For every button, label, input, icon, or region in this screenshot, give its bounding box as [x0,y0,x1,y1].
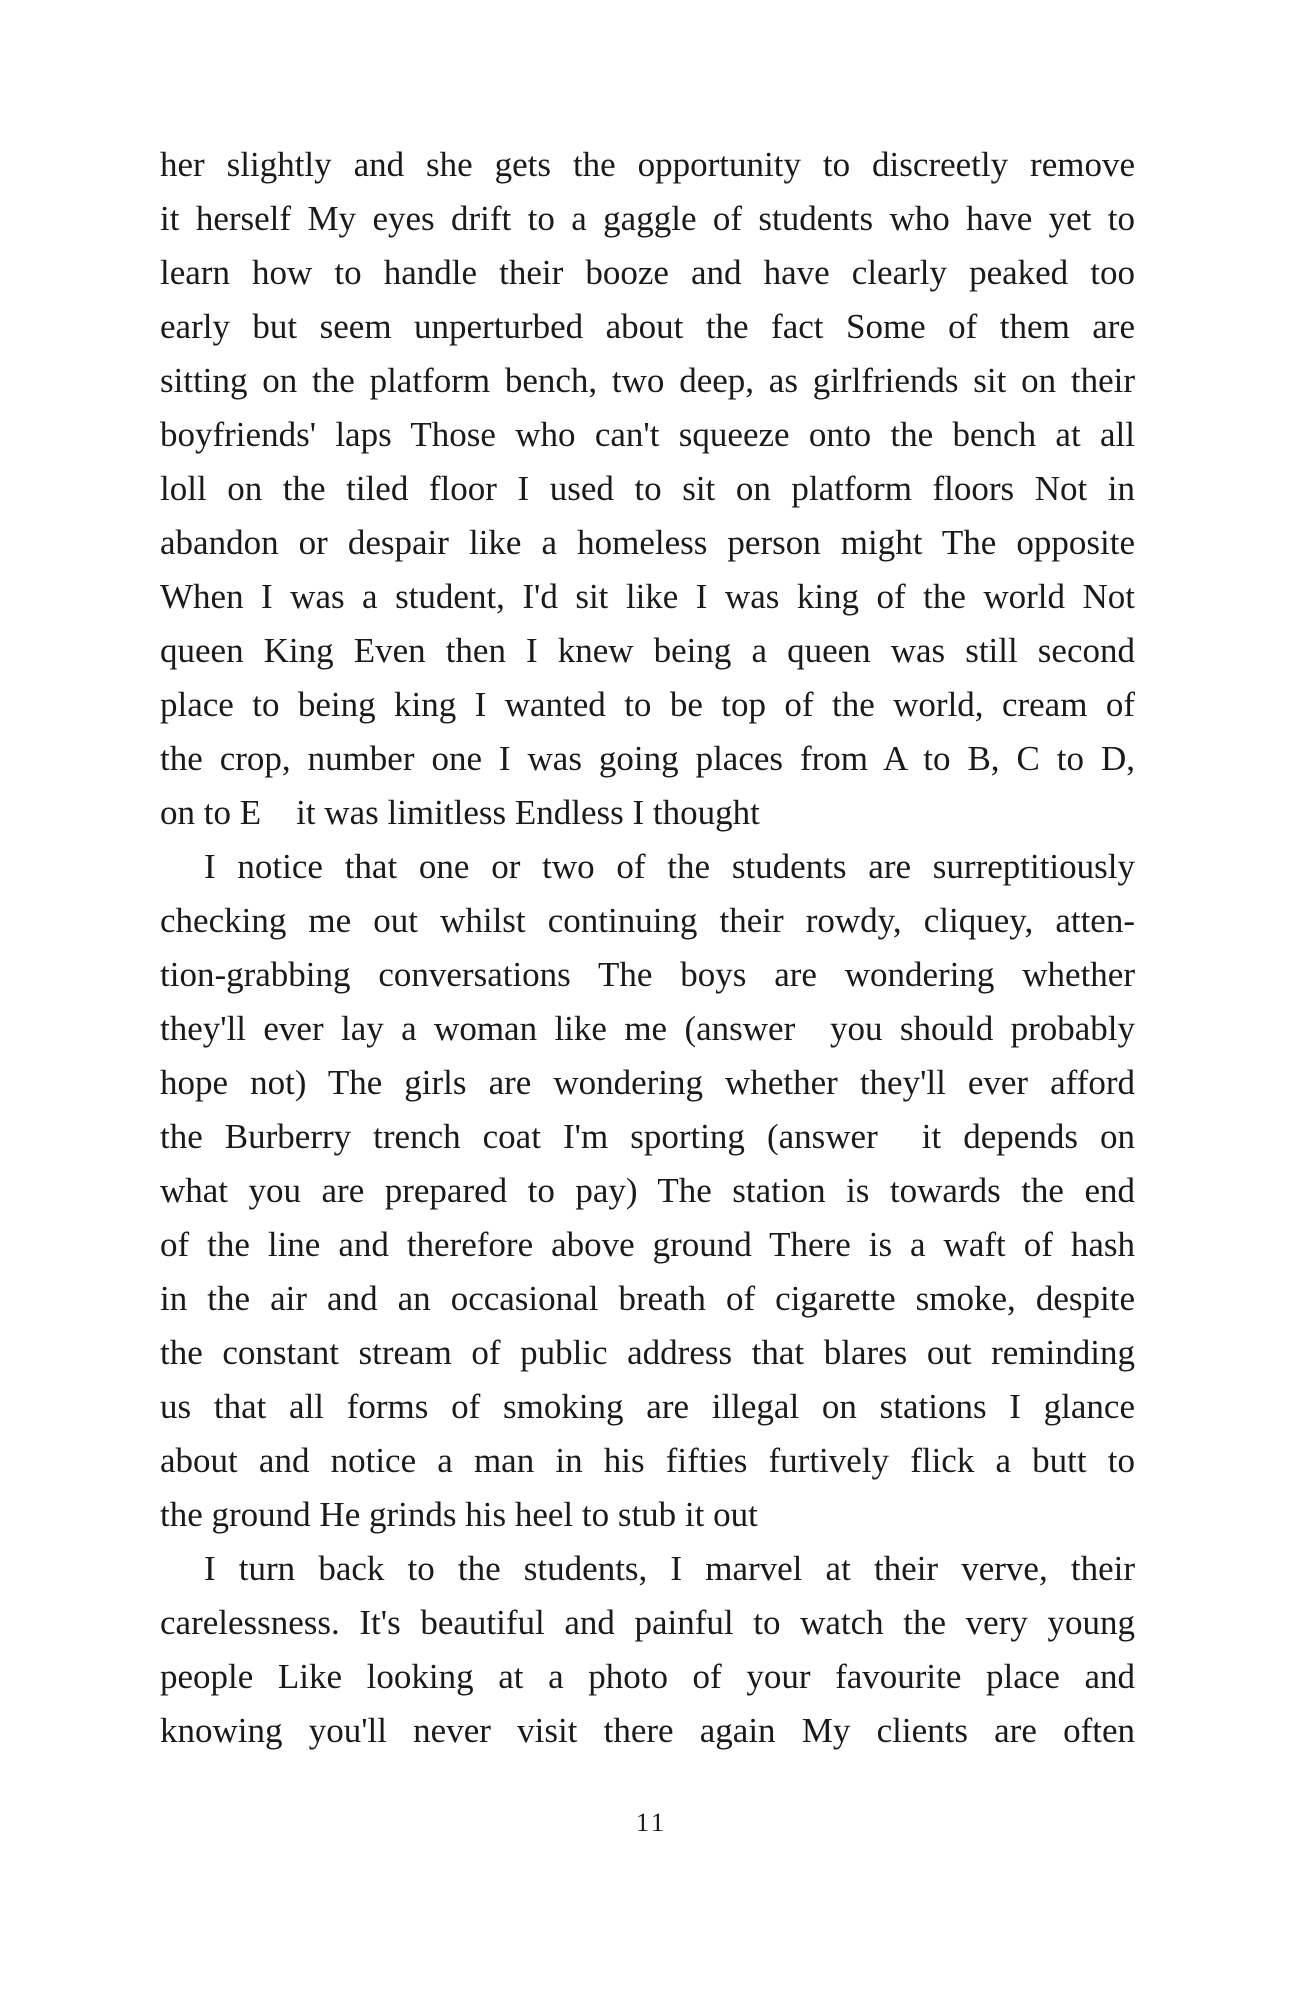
page-number: 11 [635,1808,668,1837]
text-line: people Like looking at a photo of your favourite place and [160,1657,1135,1696]
text-line: the ground He grinds his heel to stub it out [160,1495,758,1534]
text-line: carelessness. It's beautiful and painful to watch the very young [160,1603,1135,1642]
text-line: queen King Even then I knew being a queen was still second [160,631,1135,670]
text-line: the crop, number one I was going places from A to B, C to D, [160,739,1135,778]
text-line: tion-grabbing conversations The boys are wondering whether [160,955,1135,994]
text-line: her slightly and she gets the opportunity to discreetly remove [160,145,1135,184]
text-line: the Burberry trench coat I'm sporting (answer it depends on [160,1117,1135,1156]
text-line: sitting on the platform bench, two deep, as girlfriends sit on their [160,361,1135,400]
text-line: I turn back to the students, I marvel at their verve, their [204,1549,1135,1588]
text-line: they'll ever lay a woman like me (answer you should probably [160,1009,1135,1048]
text-line: us that all forms of smoking are illegal on stations I glance [160,1387,1135,1426]
text-line: it herself My eyes drift to a gaggle of students who have yet to [160,199,1135,238]
text-line: place to being king I wanted to be top of the world, cream of [160,685,1135,724]
text-line: I notice that one or two of the students are surreptitiously [204,847,1135,886]
text-line: loll on the tiled floor I used to sit on platform floors Not in [160,469,1135,508]
text-line: on to E it was limitless Endless I thought [160,793,760,832]
text-line: in the air and an occasional breath of cigarette smoke, despite [160,1279,1135,1318]
text-line: checking me out whilst continuing their rowdy, cliquey, atten- [160,901,1135,940]
text-line: boyfriends' laps Those who can't squeeze onto the bench at all [160,415,1135,454]
text-line: about and notice a man in his fifties furtively flick a butt to [160,1441,1135,1480]
text-line: learn how to handle their booze and have clearly peaked too [160,253,1135,292]
text-line: early but seem unperturbed about the fact Some of them are [160,307,1135,346]
text-line: abandon or despair like a homeless person might The opposite [160,523,1135,562]
body-text [160,138,1135,1758]
text-line: knowing you'll never visit there again My clients are often [160,1711,1135,1750]
text-line: When I was a student, I'd sit like I was king of the world Not [160,577,1135,616]
text-line: what you are prepared to pay) The station is towards the end [160,1171,1135,1210]
text-line: of the line and therefore above ground There is a waft of hash [160,1225,1135,1264]
text-line: hope not) The girls are wondering whether they'll ever afford [160,1063,1135,1102]
text-line: the constant stream of public address that blares out reminding [160,1333,1135,1372]
